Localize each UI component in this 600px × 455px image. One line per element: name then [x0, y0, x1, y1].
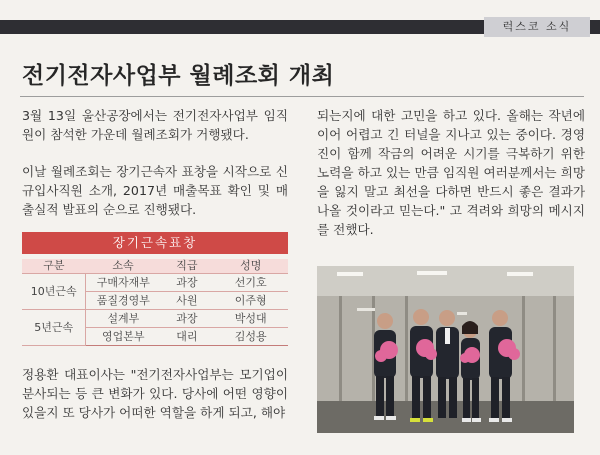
table-row — [22, 274, 288, 292]
name-cell: 김성용 — [213, 328, 288, 346]
column-header: 구분 — [22, 259, 86, 274]
dept-cell: 구매자재부 — [86, 274, 160, 292]
paragraph-4: 되는지에 대한 고민을 하고 있다. 올해는 작년에 이어 어렵고 긴 터널을 지나고 있는 중이다. 경영진이 함께 작금의 어려운 시기를 극복하기 위한 노력을 하고 있는 만큼 임직원 여러분께서는 희망을 잃지 말고 최선을 다하면 반드시 좋은 결과가 나올 것이라고 믿는다." 고 격려와 희망의 메시지를 전했다. — [317, 108, 585, 237]
dept-cell: 품질경영부 — [86, 292, 160, 310]
name-cell: 박성대 — [213, 310, 288, 328]
table-row — [22, 310, 288, 328]
name-cell: 선기호 — [213, 274, 288, 292]
group-label: 10년근속 — [22, 274, 86, 310]
dept-cell: 설계부 — [86, 310, 160, 328]
title-divider — [20, 96, 584, 97]
rank-cell: 사원 — [160, 292, 213, 310]
award-table — [22, 232, 288, 346]
rank-cell: 과장 — [160, 310, 213, 328]
name-cell: 이주형 — [213, 292, 288, 310]
dept-cell: 영업본부 — [86, 328, 160, 346]
rank-cell: 대리 — [160, 328, 213, 346]
column-header: 성명 — [213, 259, 288, 274]
paragraph-2: 이날 월례조회는 장기근속자 표창을 시작으로 신규입사직원 소개, 2017년 매출목표 확인 및 매출실적 발표의 순으로 진행됐다. — [22, 164, 288, 217]
group-photo-image — [317, 266, 574, 433]
paragraph-3: 정용환 대표이사는 "전기전자사업부는 모기업이 분사되는 등 큰 변화가 있다. 당사에 어떤 영향이 있을지 또 당사가 어떠한 역할을 하게 되고, 해야 — [22, 367, 288, 420]
column-header: 직급 — [160, 259, 213, 274]
group-label: 5년근속 — [22, 310, 86, 346]
paragraph-1: 3월 13일 울산공장에서는 전기전자사업부 임직원이 참석한 가운데 월례조회가 거행됐다. — [22, 108, 288, 142]
group-photo — [317, 266, 574, 433]
table-header-row — [22, 259, 288, 274]
award-table-title: 장기근속표창 — [22, 232, 288, 254]
rank-cell: 과장 — [160, 274, 213, 292]
article-title: 전기전자사업부 월례조회 개최 — [22, 63, 335, 89]
award-table-grid — [22, 259, 288, 346]
column-header: 소속 — [86, 259, 160, 274]
section-label: 럭스코 소식 — [484, 17, 590, 37]
